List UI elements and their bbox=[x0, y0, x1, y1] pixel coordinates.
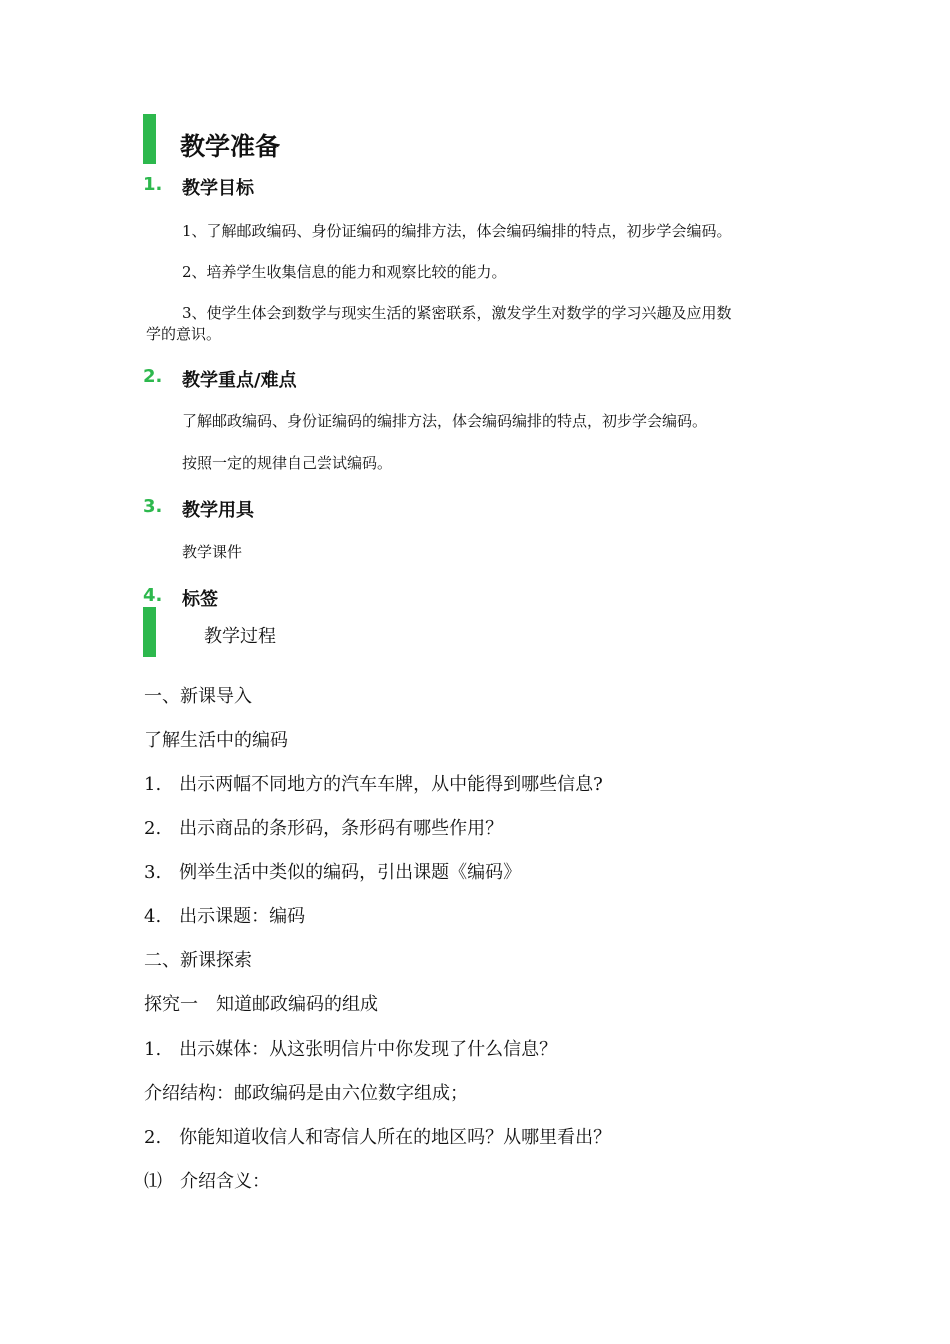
body-line: 4. 出示课题：编码 bbox=[144, 906, 306, 927]
body-line: 2. 出示商品的条形码，条形码有哪些作用？ bbox=[144, 818, 504, 839]
paragraph: 教学课件 bbox=[182, 543, 243, 561]
body-line: 二、新课探索 bbox=[144, 950, 252, 971]
body-line: 3. 例举生活中类似的编码，引出课题《编码》 bbox=[144, 862, 522, 883]
body-line: 1. 出示媒体：从这张明信片中你发现了什么信息？ bbox=[144, 1039, 558, 1060]
section-heading: 标签 bbox=[182, 589, 218, 610]
paragraph: 按照一定的规律自己尝试编码。 bbox=[182, 454, 393, 472]
paragraph: 1、了解邮政编码、身份证编码的编排方法，体会编码编排的特点，初步学会编码。 bbox=[182, 222, 732, 240]
section-marker-bar bbox=[143, 114, 156, 164]
body-line: 一、新课导入 bbox=[144, 686, 252, 707]
section-heading: 教学用具 bbox=[182, 500, 254, 521]
section-heading: 教学重点/难点 bbox=[182, 370, 297, 391]
section-number: 2. bbox=[143, 366, 163, 387]
body-line: 了解生活中的编码 bbox=[144, 730, 288, 751]
section-number: 3. bbox=[143, 496, 163, 517]
section-heading: 教学目标 bbox=[182, 178, 254, 199]
body-line: 2. 你能知道收信人和寄信人所在的地区吗？从哪里看出？ bbox=[144, 1127, 612, 1148]
paragraph: 了解邮政编码、身份证编码的编排方法，体会编码编排的特点，初步学会编码。 bbox=[182, 412, 708, 430]
body-line: 探究一 知道邮政编码的组成 bbox=[144, 994, 378, 1015]
section-marker-bar bbox=[143, 607, 156, 657]
body-line: 1. 出示两幅不同地方的汽车车牌，从中能得到哪些信息? bbox=[144, 774, 603, 795]
body-line: 介绍结构：邮政编码是由六位数字组成； bbox=[144, 1083, 468, 1104]
section-number: 1. bbox=[143, 174, 163, 195]
body-line: ⑴ 介绍含义： bbox=[144, 1171, 270, 1192]
paragraph: 学的意识。 bbox=[146, 325, 222, 343]
section-number: 4. bbox=[143, 585, 163, 606]
page-title: 教学准备 bbox=[180, 132, 281, 161]
paragraph: 3、使学生体会到数学与现实生活的紧密联系，激发学生对数学的学习兴趣及应用数 bbox=[182, 304, 732, 322]
paragraph: 2、培养学生收集信息的能力和观察比较的能力。 bbox=[182, 263, 507, 281]
process-title: 教学过程 bbox=[204, 626, 276, 647]
